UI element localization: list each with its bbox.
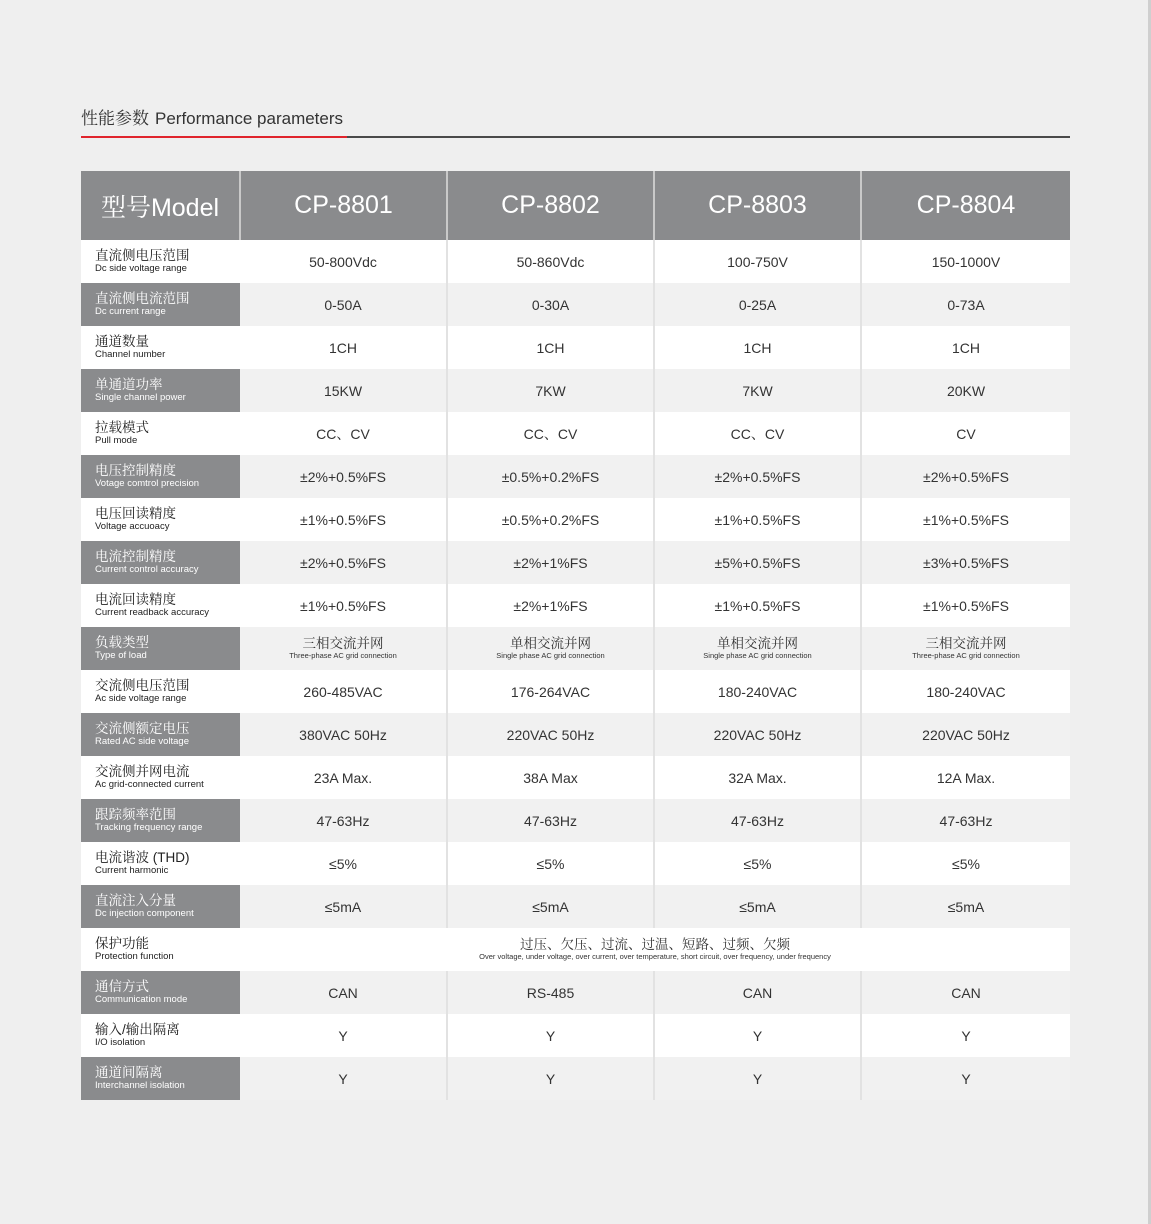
table-cell: 20KW [861,369,1070,412]
row-label [81,756,240,799]
row-label [81,842,240,885]
table-cell: 0-25A [654,283,861,326]
row-label [81,584,240,627]
table-cell: ≤5mA [861,885,1070,928]
row-label-en: Dc current range [95,306,166,317]
table-cell: 0-50A [240,283,447,326]
table-row [81,713,1070,756]
row-label [81,799,240,842]
row-label [81,627,240,670]
table-cell: 150-1000V [861,240,1070,283]
row-label-en: Protection function [95,951,174,962]
table-cell: 47-63Hz [654,799,861,842]
protection-cell [240,928,1070,971]
table-cell: ±0.5%+0.2%FS [447,455,654,498]
table-cell [447,627,654,670]
table-cell: 50-800Vdc [240,240,447,283]
row-label-zh: 跟踪频率范围 [95,807,176,822]
table-row [81,283,1070,326]
row-label [81,326,240,369]
table-cell: 260-485VAC [240,670,447,713]
table-cell: ±1%+0.5%FS [654,498,861,541]
table-cell: CC、CV [654,412,861,455]
cell-zh: 三相交流并网 [925,636,1007,651]
table-cell: ±2%+1%FS [447,584,654,627]
table-cell: Y [240,1014,447,1057]
model-header: 型号Model [81,171,240,240]
row-label-zh: 单通道功率 [95,377,163,392]
row-label-zh: 电流控制精度 [95,549,176,564]
table-cell: ±5%+0.5%FS [654,541,861,584]
cell-en: Over voltage, under voltage, over current, over temperature, short circuit, over frequency, under frequency [479,952,831,961]
title-divider-accent [81,136,347,138]
row-label-zh: 通道间隔离 [95,1065,163,1080]
row-label-zh: 拉载模式 [95,420,149,435]
table-row [81,455,1070,498]
spec-table [81,171,1070,1100]
table-cell: Y [240,1057,447,1100]
cell-zh: 三相交流并网 [302,636,384,651]
row-label-en: I/O isolation [95,1037,146,1048]
table-row [81,498,1070,541]
table-cell: ≤5% [447,842,654,885]
table-cell: CAN [861,971,1070,1014]
table-cell: 15KW [240,369,447,412]
row-label-zh: 通道数量 [95,334,149,349]
table-cell: 38A Max [447,756,654,799]
table-cell: 0-30A [447,283,654,326]
table-cell: CAN [240,971,447,1014]
table-cell: ±1%+0.5%FS [861,498,1070,541]
table-row [81,971,1070,1014]
row-label [81,498,240,541]
table-cell: 47-63Hz [447,799,654,842]
table-cell: CC、CV [240,412,447,455]
table-cell: 220VAC 50Hz [654,713,861,756]
model-name: CP-8804 [861,171,1070,240]
table-row [81,412,1070,455]
row-label [81,885,240,928]
table-row [81,842,1070,885]
table-cell: 0-73A [861,283,1070,326]
model-name: CP-8802 [447,171,654,240]
cell-zh: 过压、欠压、过流、过温、短路、过频、欠频 [520,937,790,952]
cell-zh: 单相交流并网 [510,636,591,651]
row-label [81,1057,240,1100]
table-cell: ±1%+0.5%FS [240,498,447,541]
row-label-en: Rated AC side voltage [95,736,190,747]
table-row [81,1057,1070,1100]
row-label-zh: 交流侧额定电压 [95,721,190,736]
row-label-en: Current readback accuracy [95,607,210,618]
table-cell [861,627,1070,670]
table-cell: 220VAC 50Hz [861,713,1070,756]
table-row [81,885,1070,928]
row-label [81,971,240,1014]
table-cell: 1CH [447,326,654,369]
row-label-zh: 交流侧电压范围 [95,678,190,693]
table-cell: 7KW [654,369,861,412]
row-label-en: Tracking frequency range [95,822,203,833]
row-label-en: Pull mode [95,435,138,446]
cell-zh: 单相交流并网 [717,636,798,651]
table-cell: CV [861,412,1070,455]
table-cell: ±2%+0.5%FS [654,455,861,498]
table-cell: 50-860Vdc [447,240,654,283]
table-cell: CAN [654,971,861,1014]
table-row [81,799,1070,842]
model-name: CP-8803 [654,171,861,240]
row-label [81,369,240,412]
row-label-zh: 保护功能 [95,936,149,951]
table-cell: Y [447,1057,654,1100]
row-label [81,541,240,584]
table-cell: ≤5% [240,842,447,885]
row-label-en: Single channel power [95,392,186,403]
table-cell: 23A Max. [240,756,447,799]
table-row [81,756,1070,799]
row-label [81,713,240,756]
section-title-zh: 性能参数 [81,109,149,128]
table-cell: 47-63Hz [861,799,1070,842]
row-label-en: Interchannel isolation [95,1080,185,1091]
table-cell: ±1%+0.5%FS [240,584,447,627]
table-cell: 180-240VAC [654,670,861,713]
table-cell: Y [861,1014,1070,1057]
table-row [81,627,1070,670]
title-divider [81,136,1070,138]
table-cell: 47-63Hz [240,799,447,842]
table-cell: ≤5% [654,842,861,885]
cell-en: Three-phase AC grid connection [289,651,397,660]
row-label-zh: 交流侧并网电流 [95,764,190,779]
table-cell: Y [861,1057,1070,1100]
row-label-zh: 直流侧电压范围 [95,248,190,263]
table-cell: ±2%+0.5%FS [240,455,447,498]
row-label-en: Voltage accuoacy [95,521,170,532]
row-label-en: Ac grid-connected current [95,779,204,790]
table-cell: 176-264VAC [447,670,654,713]
table-row [81,240,1070,283]
row-label-zh: 通信方式 [95,979,149,994]
cell-en: Three-phase AC grid connection [912,651,1020,660]
table-cell: 12A Max. [861,756,1070,799]
table-cell: Y [654,1014,861,1057]
table-cell: ±1%+0.5%FS [654,584,861,627]
row-label [81,240,240,283]
table-cell: CC、CV [447,412,654,455]
table-cell: 1CH [654,326,861,369]
row-label [81,1014,240,1057]
table-cell [654,627,861,670]
row-label-en: Ac side voltage range [95,693,187,704]
row-label [81,455,240,498]
table-cell: ±2%+1%FS [447,541,654,584]
table-cell: 220VAC 50Hz [447,713,654,756]
table-cell: 32A Max. [654,756,861,799]
row-label-zh: 电流谐波 (THD) [95,850,190,865]
row-label [81,283,240,326]
table-cell: Y [447,1014,654,1057]
table-cell: ±3%+0.5%FS [861,541,1070,584]
row-label-en: Communication mode [95,994,188,1005]
row-label-zh: 直流注入分量 [95,893,176,908]
row-label-en: Votage comtrol precision [95,478,200,489]
table-row [81,584,1070,627]
row-label-en: Dc side voltage range [95,263,187,274]
row-label-zh: 电压回读精度 [95,506,176,521]
table-cell: ±0.5%+0.2%FS [447,498,654,541]
table-cell: RS-485 [447,971,654,1014]
table-cell: ≤5mA [447,885,654,928]
row-label-zh: 直流侧电流范围 [95,291,190,306]
cell-en: Single phase AC grid connection [703,651,812,660]
table-row [81,541,1070,584]
table-cell: ±1%+0.5%FS [861,584,1070,627]
table-cell: ≤5mA [240,885,447,928]
header-row [81,171,1070,240]
table-row [81,1014,1070,1057]
row-label-en: Current harmonic [95,865,169,876]
row-label-zh: 电流回读精度 [95,592,176,607]
row-label-zh: 输入/输出隔离 [95,1022,180,1037]
section-title [81,104,343,129]
row-label [81,412,240,455]
row-label-en: Type of load [95,650,147,661]
table-cell: ±2%+0.5%FS [240,541,447,584]
section-title-en: Performance parameters [155,109,344,128]
table-cell: 1CH [240,326,447,369]
table-cell: 380VAC 50Hz [240,713,447,756]
table-cell: 180-240VAC [861,670,1070,713]
table-cell: Y [654,1057,861,1100]
table-cell: ≤5mA [654,885,861,928]
row-label-zh: 电压控制精度 [95,463,176,478]
table-cell: ±2%+0.5%FS [861,455,1070,498]
row-label-en: Current control accuracy [95,564,199,575]
model-name: CP-8801 [240,171,447,240]
table-cell: 1CH [861,326,1070,369]
row-label-zh: 负载类型 [95,635,149,650]
table-cell: 7KW [447,369,654,412]
table-row [81,369,1070,412]
table-cell [240,627,447,670]
table-cell: ≤5% [861,842,1070,885]
table-row [81,670,1070,713]
row-label [81,670,240,713]
table-row [81,326,1070,369]
table-row [81,928,1070,971]
row-label [81,928,240,971]
row-label-en: Dc injection component [95,908,194,919]
row-label-en: Channel number [95,349,166,360]
cell-en: Single phase AC grid connection [496,651,605,660]
table-cell: 100-750V [654,240,861,283]
